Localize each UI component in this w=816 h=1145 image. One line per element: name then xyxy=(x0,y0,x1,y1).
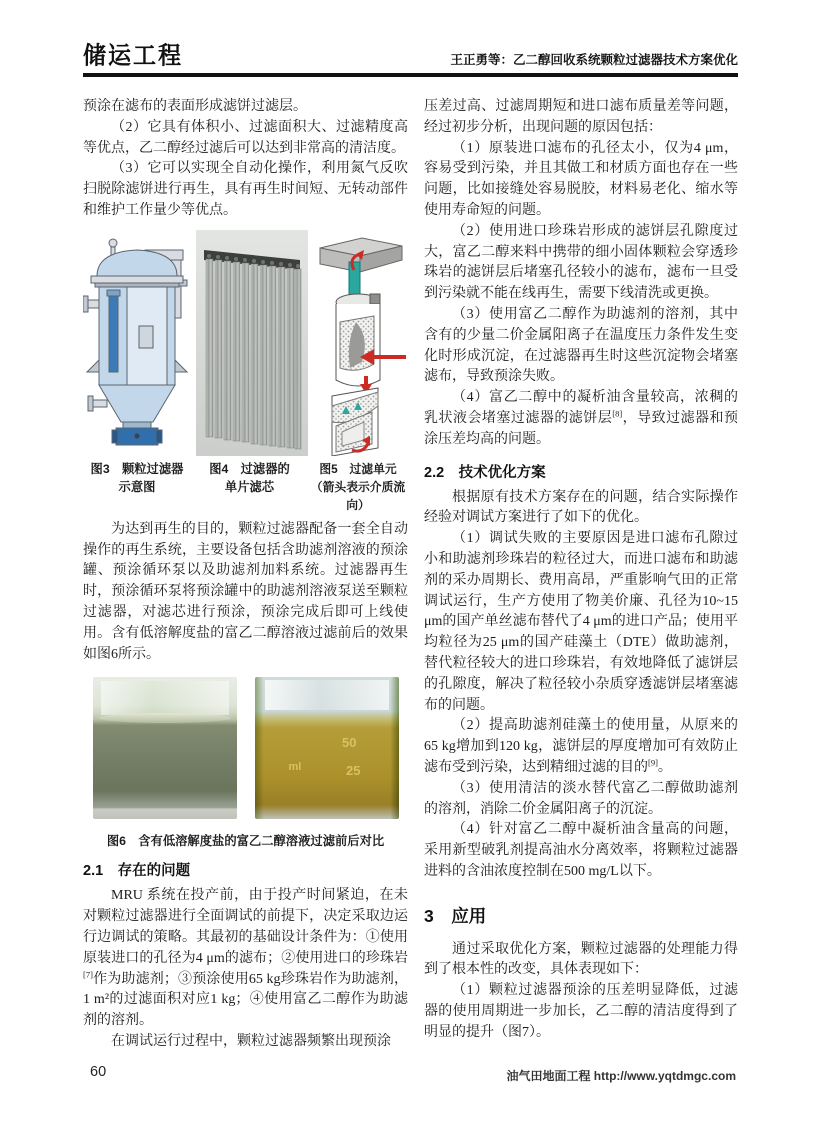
page-number: 60 xyxy=(90,1064,107,1080)
section-2-2-heading: 2.2 技术优化方案 xyxy=(424,464,546,481)
figure4-filter-element-photo xyxy=(196,230,308,456)
paragraph: 为达到再生的目的，颗粒过滤器配备一套全自动操作的再生系统，主要设备包括含助滤剂溶液的预涂罐、预涂循环泵以及助滤剂加料系统。过滤器再生时，预涂循环泵将预涂罐中的助滤剂溶液泵送至颗粒过滤器，对滤芯进行预涂，预涂完成后即可上线使用。含有低溶解度盐的富乙二醇溶液过滤前后的效果如图6所示。 xyxy=(83,521,408,662)
filter-unit-flow-diagram xyxy=(312,230,408,456)
section-2-1-heading: 2.1 存在的问题 xyxy=(83,863,191,880)
paragraph: 预涂在滤布的表面形成滤饼过滤层。 xyxy=(83,99,307,114)
section-3-heading: 3 应用 xyxy=(424,905,487,926)
figure-captions-row xyxy=(83,460,408,514)
paragraph: （2）它具有体积小、过滤面积大、过滤精度高等优点，乙二醇经过滤后可以达到非常高的清洁度。 xyxy=(83,119,408,156)
header-rule xyxy=(83,73,738,77)
figure5-filter-unit-diagram xyxy=(312,230,408,456)
running-title: 王正勇等：乙二醇回收系统颗粒过滤器技术方案优化 xyxy=(450,53,738,67)
paragraph: 根据原有技术方案存在的问题，结合实际操作经验对调试方案进行了如下的优化。 xyxy=(424,489,738,526)
page-header xyxy=(83,38,738,72)
filter-tubes-photo xyxy=(196,230,308,456)
paragraph: （3）使用富乙二醇作为助滤剂的溶剂，其中含有的少量二价金属阳离子在温度压力条件发生变化时形成沉淀，在过滤器再生时这些沉淀物会堵塞滤布，导致预涂失败。 xyxy=(424,306,738,385)
right-column xyxy=(424,97,738,1044)
figure5-caption: 图5 过滤单元 （箭头表示介质流向） xyxy=(310,461,406,512)
figure6-caption: 图6 含有低溶解度盐的富乙二醇溶液过滤前后对比 xyxy=(106,834,385,849)
figure3-caption: 图3 颗粒过滤器 示意图 xyxy=(90,461,184,494)
journal-footer-text: 油气田地面工程 http://www.yqtdmgc.com xyxy=(506,1069,736,1083)
paragraph: （1）原装进口滤布的孔径太小，仅为4 μm，容易受到污染，并且其做工和材质方面也存在一些问题，比如接缝处容易脱胶，材料易老化、缩水等使用寿命短的问题。 xyxy=(424,140,738,218)
citation-8: [8] xyxy=(612,408,623,419)
filter-vessel-diagram xyxy=(83,230,191,456)
paragraph: MRU 系统在投产前，由于投产时间紧迫，在未对颗粒过滤器进行全面调试的前提下，决定采取边运行边调试的策略。其最初的基础设计条件为：①使用原装进口的孔径为4 μm的滤布；②使用进口的珍珠岩[7]作为助滤剂；③预涂使用65 kg珍珠岩作为助滤剂，1 m²的过滤面积对应1 kg；④使用富乙二醇作为助滤剂的溶剂。 xyxy=(83,888,408,1029)
journal-section-logo: 储运工程 xyxy=(83,41,183,69)
paragraph: （1）颗粒过滤器预涂的压差明显降低，过滤器的使用周期进一步加长，乙二醇的清洁度得到了明显的提升（图7）。 xyxy=(424,983,738,1040)
figure3-particle-filter-schematic xyxy=(83,230,191,456)
left-column xyxy=(83,97,408,1053)
citation-9: [9] xyxy=(648,757,658,768)
paragraph: 通过采取优化方案，颗粒过滤器的处理能力得到了根本性的改变，具体表现如下： xyxy=(424,941,738,978)
paragraph: 在调试运行过程中，颗粒过滤器频繁出现预涂 xyxy=(111,1033,391,1049)
paragraph: 压差过高、过滤周期短和进口滤布质量差等问题，经过初步分析，出现问题的原因包括： xyxy=(424,99,738,135)
paragraph: （3）使用清洁的淡水替代富乙二醇做助滤剂的溶剂，消除二价金属阳离子的沉淀。 xyxy=(424,780,738,817)
beaker-mark-ml: ml xyxy=(288,761,302,774)
figure4-caption: 图4 过滤器的 单片滤芯 xyxy=(209,461,290,494)
figure6-photos xyxy=(83,677,408,819)
figure-row-3-4-5 xyxy=(83,230,408,456)
paragraph: （2）提高助滤剂硅藻土的使用量，从原来的65 kg增加到120 kg，滤饼层的厚度增加可有效防止滤布受到污染，达到精细过滤的目的[9]。 xyxy=(424,718,738,775)
paragraph: （3）它可以实现全自动化操作，利用氮气反吹扫脱除滤饼进行再生，具有再生时间短、无转动部件和维护工作量少等优点。 xyxy=(83,161,408,218)
paragraph: （2）使用进口珍珠岩形成的滤饼层孔隙度过大，富乙二醇来料中携带的细小固体颗粒会穿透珍珠岩的滤饼层后堵塞孔径较小的滤布，滤布一旦受到污染就不能在线再生，需要下线清洗或更换。 xyxy=(424,223,738,302)
beaker-after-filtration-photo xyxy=(255,677,399,819)
beaker-before-filtration-photo xyxy=(93,677,237,819)
paragraph: （1）调试失败的主要原因是进口滤布孔隙过小和助滤剂珍珠岩的粒径过大，而进口滤布和助滤剂的采办周期长、费用高昂，严重影响气田的正常调试运行，生产方使用了物美价廉、孔径为10~15 μm的国产单丝滤布替代了4 μm的进口产品；使用平均粒径为25 μm的国产硅藻土（DTE）做助滤剂，替代粒径较大的进口珍珠岩，有效地降低了滤饼层的孔隙度，解决了粒径较小杂质穿透滤饼层堵塞滤布的问题。 xyxy=(424,531,738,713)
paragraph: （4）针对富乙二醇中凝析油含量高的问题，采用新型破乳剂提高油水分离效率，将颗粒过滤器进料的含油浓度控制在500 mg/L以下。 xyxy=(424,822,738,879)
citation-7: [7] xyxy=(83,968,93,979)
paragraph: （4）富乙二醇中的凝析油含量较高，浓稠的乳状液会堵塞过滤器的滤饼层[8]，导致过滤器和预涂压差均高的问题。 xyxy=(424,390,739,447)
beaker-mark-25: 25 xyxy=(346,763,361,779)
beaker-mark-50: 50 xyxy=(342,735,357,751)
